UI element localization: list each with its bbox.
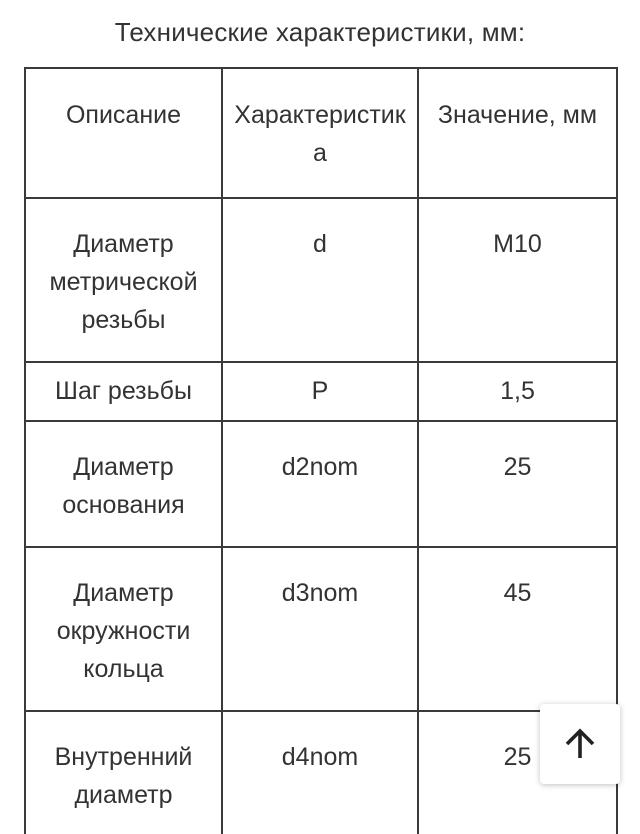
cell-characteristic: P bbox=[222, 362, 418, 421]
cell-value: 25 bbox=[418, 711, 617, 834]
table-row bbox=[25, 421, 617, 547]
header-value: Значение, мм bbox=[418, 68, 617, 198]
cell-description: Внутренний диаметр bbox=[25, 711, 222, 834]
table-row bbox=[25, 198, 617, 362]
cell-value: 45 bbox=[418, 547, 617, 711]
cell-description: Шаг резьбы bbox=[25, 362, 222, 421]
page-title: Технические характеристики, мм: bbox=[114, 17, 526, 47]
scroll-to-top-button[interactable] bbox=[540, 704, 620, 784]
cell-value: 1,5 bbox=[418, 362, 617, 421]
header-description: Описание bbox=[25, 68, 222, 198]
table-row bbox=[25, 547, 617, 711]
cell-characteristic: d bbox=[222, 198, 418, 362]
table-row bbox=[25, 362, 617, 421]
cell-description: Диаметр метрической резьбы bbox=[25, 198, 222, 362]
specs-table bbox=[24, 67, 618, 834]
cell-characteristic: d2nom bbox=[222, 421, 418, 547]
cell-value: M10 bbox=[418, 198, 617, 362]
cell-characteristic: d4nom bbox=[222, 711, 418, 834]
table-row bbox=[25, 711, 617, 834]
arrow-up-icon bbox=[562, 726, 598, 762]
cell-value: 25 bbox=[418, 421, 617, 547]
cell-description: Диаметр основания bbox=[25, 421, 222, 547]
cell-description: Диаметр окружности кольца bbox=[25, 547, 222, 711]
cell-characteristic: d3nom bbox=[222, 547, 418, 711]
table-header-row bbox=[25, 68, 617, 198]
header-characteristic: Характеристика bbox=[222, 68, 418, 198]
